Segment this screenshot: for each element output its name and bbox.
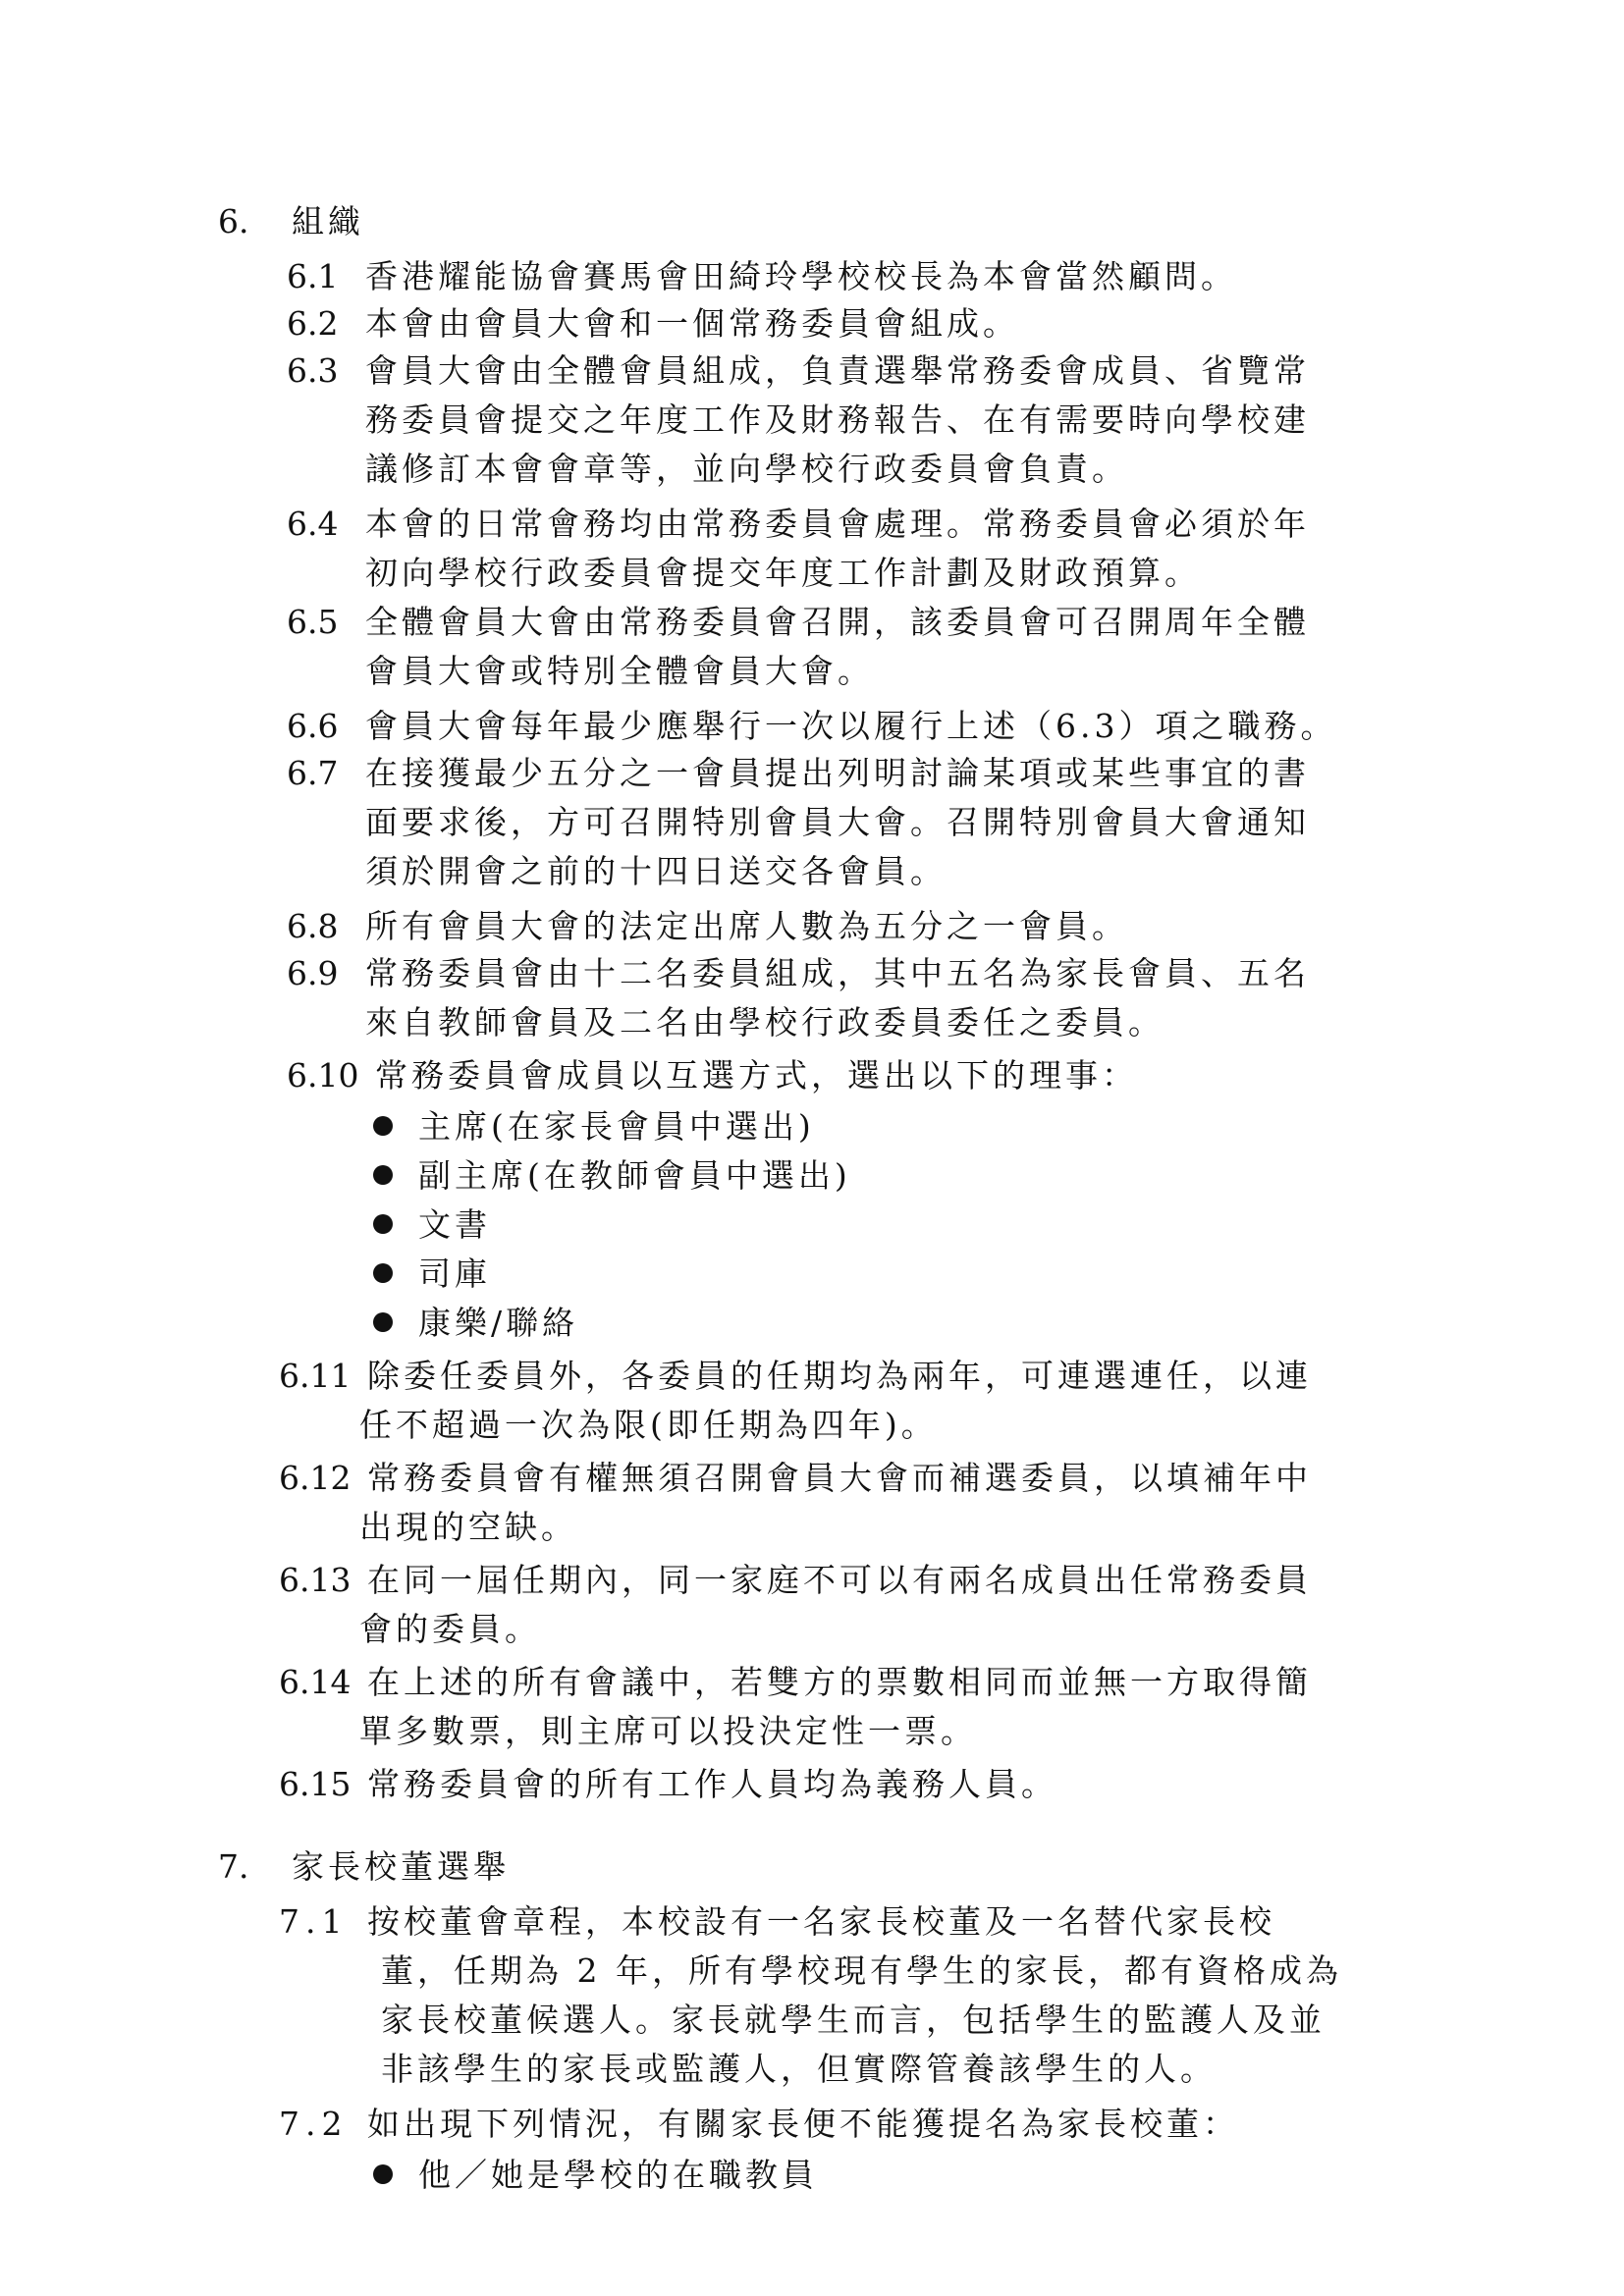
bullet-text: 他／她是學校的在職教員 bbox=[418, 2156, 818, 2194]
clause-7-1-line-2: 董，任期為 2 年，所有學校現有學生的家長，都有資格成為 bbox=[381, 1951, 1342, 1990]
clause-text: 按校董會章程，本校設有一名家長校董及一名替代家長校 bbox=[367, 1902, 1275, 1941]
clause-6-12-line-2: 出現的空缺。 bbox=[359, 1508, 577, 1546]
bullet-text: 文書 bbox=[418, 1205, 491, 1244]
clause-text: 常務委員會有權無須召開會員大會而補選委員，以填補年中 bbox=[367, 1459, 1312, 1497]
clause-number: 6.10 bbox=[287, 1056, 359, 1095]
clause-6-8 bbox=[287, 903, 1128, 950]
clause-number: 6.1 bbox=[287, 257, 339, 295]
clause-number: 7.2 bbox=[279, 2105, 349, 2143]
clause-number: 6.13 bbox=[279, 1561, 352, 1599]
bullet-item bbox=[373, 1201, 491, 1249]
clause-number: 6.9 bbox=[287, 954, 339, 992]
clause-6-12 bbox=[279, 1455, 1312, 1502]
clause-6-4 bbox=[287, 501, 1310, 548]
clause-text: 除委任委員外，各委員的任期均為兩年，可連選連任，以連 bbox=[367, 1357, 1312, 1395]
bullet-text: 康樂/聯絡 bbox=[418, 1304, 579, 1342]
clause-number: 7.1 bbox=[279, 1902, 349, 1941]
bullet-text: 司庫 bbox=[418, 1255, 491, 1293]
clause-6-10 bbox=[287, 1052, 1138, 1099]
bullet-icon bbox=[373, 1116, 393, 1136]
clause-6-7-line-2: 面要求後，方可召開特別會員大會。召開特別會員大會通知 bbox=[365, 803, 1310, 841]
clause-6-7 bbox=[287, 750, 1310, 797]
clause-text: 全體會員大會由常務委員會召開，該委員會可召開周年全體 bbox=[365, 603, 1310, 641]
clause-number: 6.5 bbox=[287, 603, 339, 641]
clause-text: 在接獲最少五分之一會員提出列明討論某項或某些事宜的書 bbox=[365, 754, 1310, 792]
clause-6-6 bbox=[287, 703, 1336, 750]
bullet-icon bbox=[373, 2164, 393, 2184]
clause-number: 6.2 bbox=[287, 304, 339, 343]
clause-number: 6.15 bbox=[279, 1765, 352, 1803]
clause-6-5-line-2: 會員大會或特別全體會員大會。 bbox=[365, 652, 874, 690]
clause-number: 6.12 bbox=[279, 1459, 352, 1497]
clause-text: 本會由會員大會和一個常務委員會組成。 bbox=[365, 304, 1019, 343]
section-number: 7. bbox=[218, 1847, 249, 1886]
clause-6-11-line-2: 任不超過一次為限(即任期為四年)。 bbox=[359, 1406, 938, 1444]
bullet-icon bbox=[373, 1165, 393, 1185]
clause-6-1 bbox=[287, 253, 1237, 300]
section-title: 家長校董選舉 bbox=[292, 1847, 510, 1886]
clause-6-3-line-2: 務委員會提交之年度工作及財務報告、在有需要時向學校建 bbox=[365, 400, 1310, 439]
clause-6-14-line-2: 單多數票，則主席可以投決定性一票。 bbox=[359, 1712, 977, 1750]
section-7-heading bbox=[218, 1843, 510, 1891]
clause-7-1-line-3: 家長校董候選人。家長就學生而言，包括學生的監護人及並 bbox=[381, 2001, 1326, 2039]
bullet-item bbox=[373, 1152, 851, 1200]
clause-6-15 bbox=[279, 1761, 1057, 1808]
bullet-icon bbox=[373, 1214, 393, 1234]
clause-text: 所有會員大會的法定出席人數為五分之一會員。 bbox=[365, 907, 1128, 945]
clause-6-5 bbox=[287, 599, 1310, 646]
clause-6-11 bbox=[279, 1353, 1312, 1400]
clause-number: 6.3 bbox=[287, 351, 339, 390]
clause-6-13 bbox=[279, 1557, 1312, 1604]
clause-number: 6.14 bbox=[279, 1663, 352, 1701]
bullet-icon bbox=[373, 1312, 393, 1332]
clause-number: 6.11 bbox=[279, 1357, 352, 1395]
clause-7-2 bbox=[279, 2101, 1239, 2148]
clause-6-3 bbox=[287, 347, 1310, 395]
clause-6-3-line-3: 議修訂本會會章等，並向學校行政委員會負責。 bbox=[365, 450, 1128, 488]
clause-6-4-line-2: 初向學校行政委員會提交年度工作計劃及財政預算。 bbox=[365, 554, 1201, 592]
clause-text: 會員大會每年最少應舉行一次以履行上述（6.3）項之職務。 bbox=[365, 707, 1337, 745]
clause-6-7-line-3: 須於開會之前的十四日送交各會員。 bbox=[365, 852, 947, 890]
clause-text: 常務委員會的所有工作人員均為義務人員。 bbox=[367, 1765, 1057, 1803]
bullet-icon bbox=[373, 1263, 393, 1283]
section-number: 6. bbox=[218, 202, 249, 240]
clause-7-1 bbox=[279, 1898, 1275, 1946]
clause-number: 6.8 bbox=[287, 907, 339, 945]
clause-6-14 bbox=[279, 1659, 1312, 1706]
clause-6-9 bbox=[287, 950, 1310, 997]
clause-text: 常務委員會成員以互選方式，選出以下的理事： bbox=[375, 1056, 1138, 1095]
bullet-text: 副主席(在教師會員中選出) bbox=[418, 1156, 851, 1195]
bullet-text: 主席(在家長會員中選出) bbox=[418, 1107, 815, 1146]
clause-number: 6.4 bbox=[287, 505, 339, 543]
clause-text: 會員大會由全體會員組成，負責選舉常務委會成員、省覽常 bbox=[365, 351, 1310, 390]
bullet-item bbox=[373, 2152, 818, 2199]
clause-6-2 bbox=[287, 300, 1019, 347]
clause-6-13-line-2: 會的委員。 bbox=[359, 1610, 541, 1648]
clause-number: 6.7 bbox=[287, 754, 339, 792]
clause-text: 在同一屆任期內，同一家庭不可以有兩名成員出任常務委員 bbox=[367, 1561, 1312, 1599]
clause-7-1-line-4: 非該學生的家長或監護人，但實際管養該學生的人。 bbox=[381, 2050, 1217, 2088]
clause-6-9-line-2: 來自教師會員及二名由學校行政委員委任之委員。 bbox=[365, 1003, 1164, 1041]
section-title: 組織 bbox=[292, 202, 364, 240]
clause-text: 在上述的所有會議中，若雙方的票數相同而並無一方取得簡 bbox=[367, 1663, 1312, 1701]
bullet-item bbox=[373, 1103, 815, 1150]
clause-number: 6.6 bbox=[287, 707, 339, 745]
clause-text: 本會的日常會務均由常務委員會處理。常務委員會必須於年 bbox=[365, 505, 1310, 543]
section-6-heading bbox=[218, 198, 364, 245]
bullet-item bbox=[373, 1300, 578, 1347]
clause-text: 香港耀能協會賽馬會田綺玲學校校長為本會當然顧問。 bbox=[365, 257, 1237, 295]
bullet-item bbox=[373, 1251, 491, 1298]
clause-text: 常務委員會由十二名委員組成，其中五名為家長會員、五名 bbox=[365, 954, 1310, 992]
clause-text: 如出現下列情況，有關家長便不能獲提名為家長校董： bbox=[367, 2105, 1239, 2143]
